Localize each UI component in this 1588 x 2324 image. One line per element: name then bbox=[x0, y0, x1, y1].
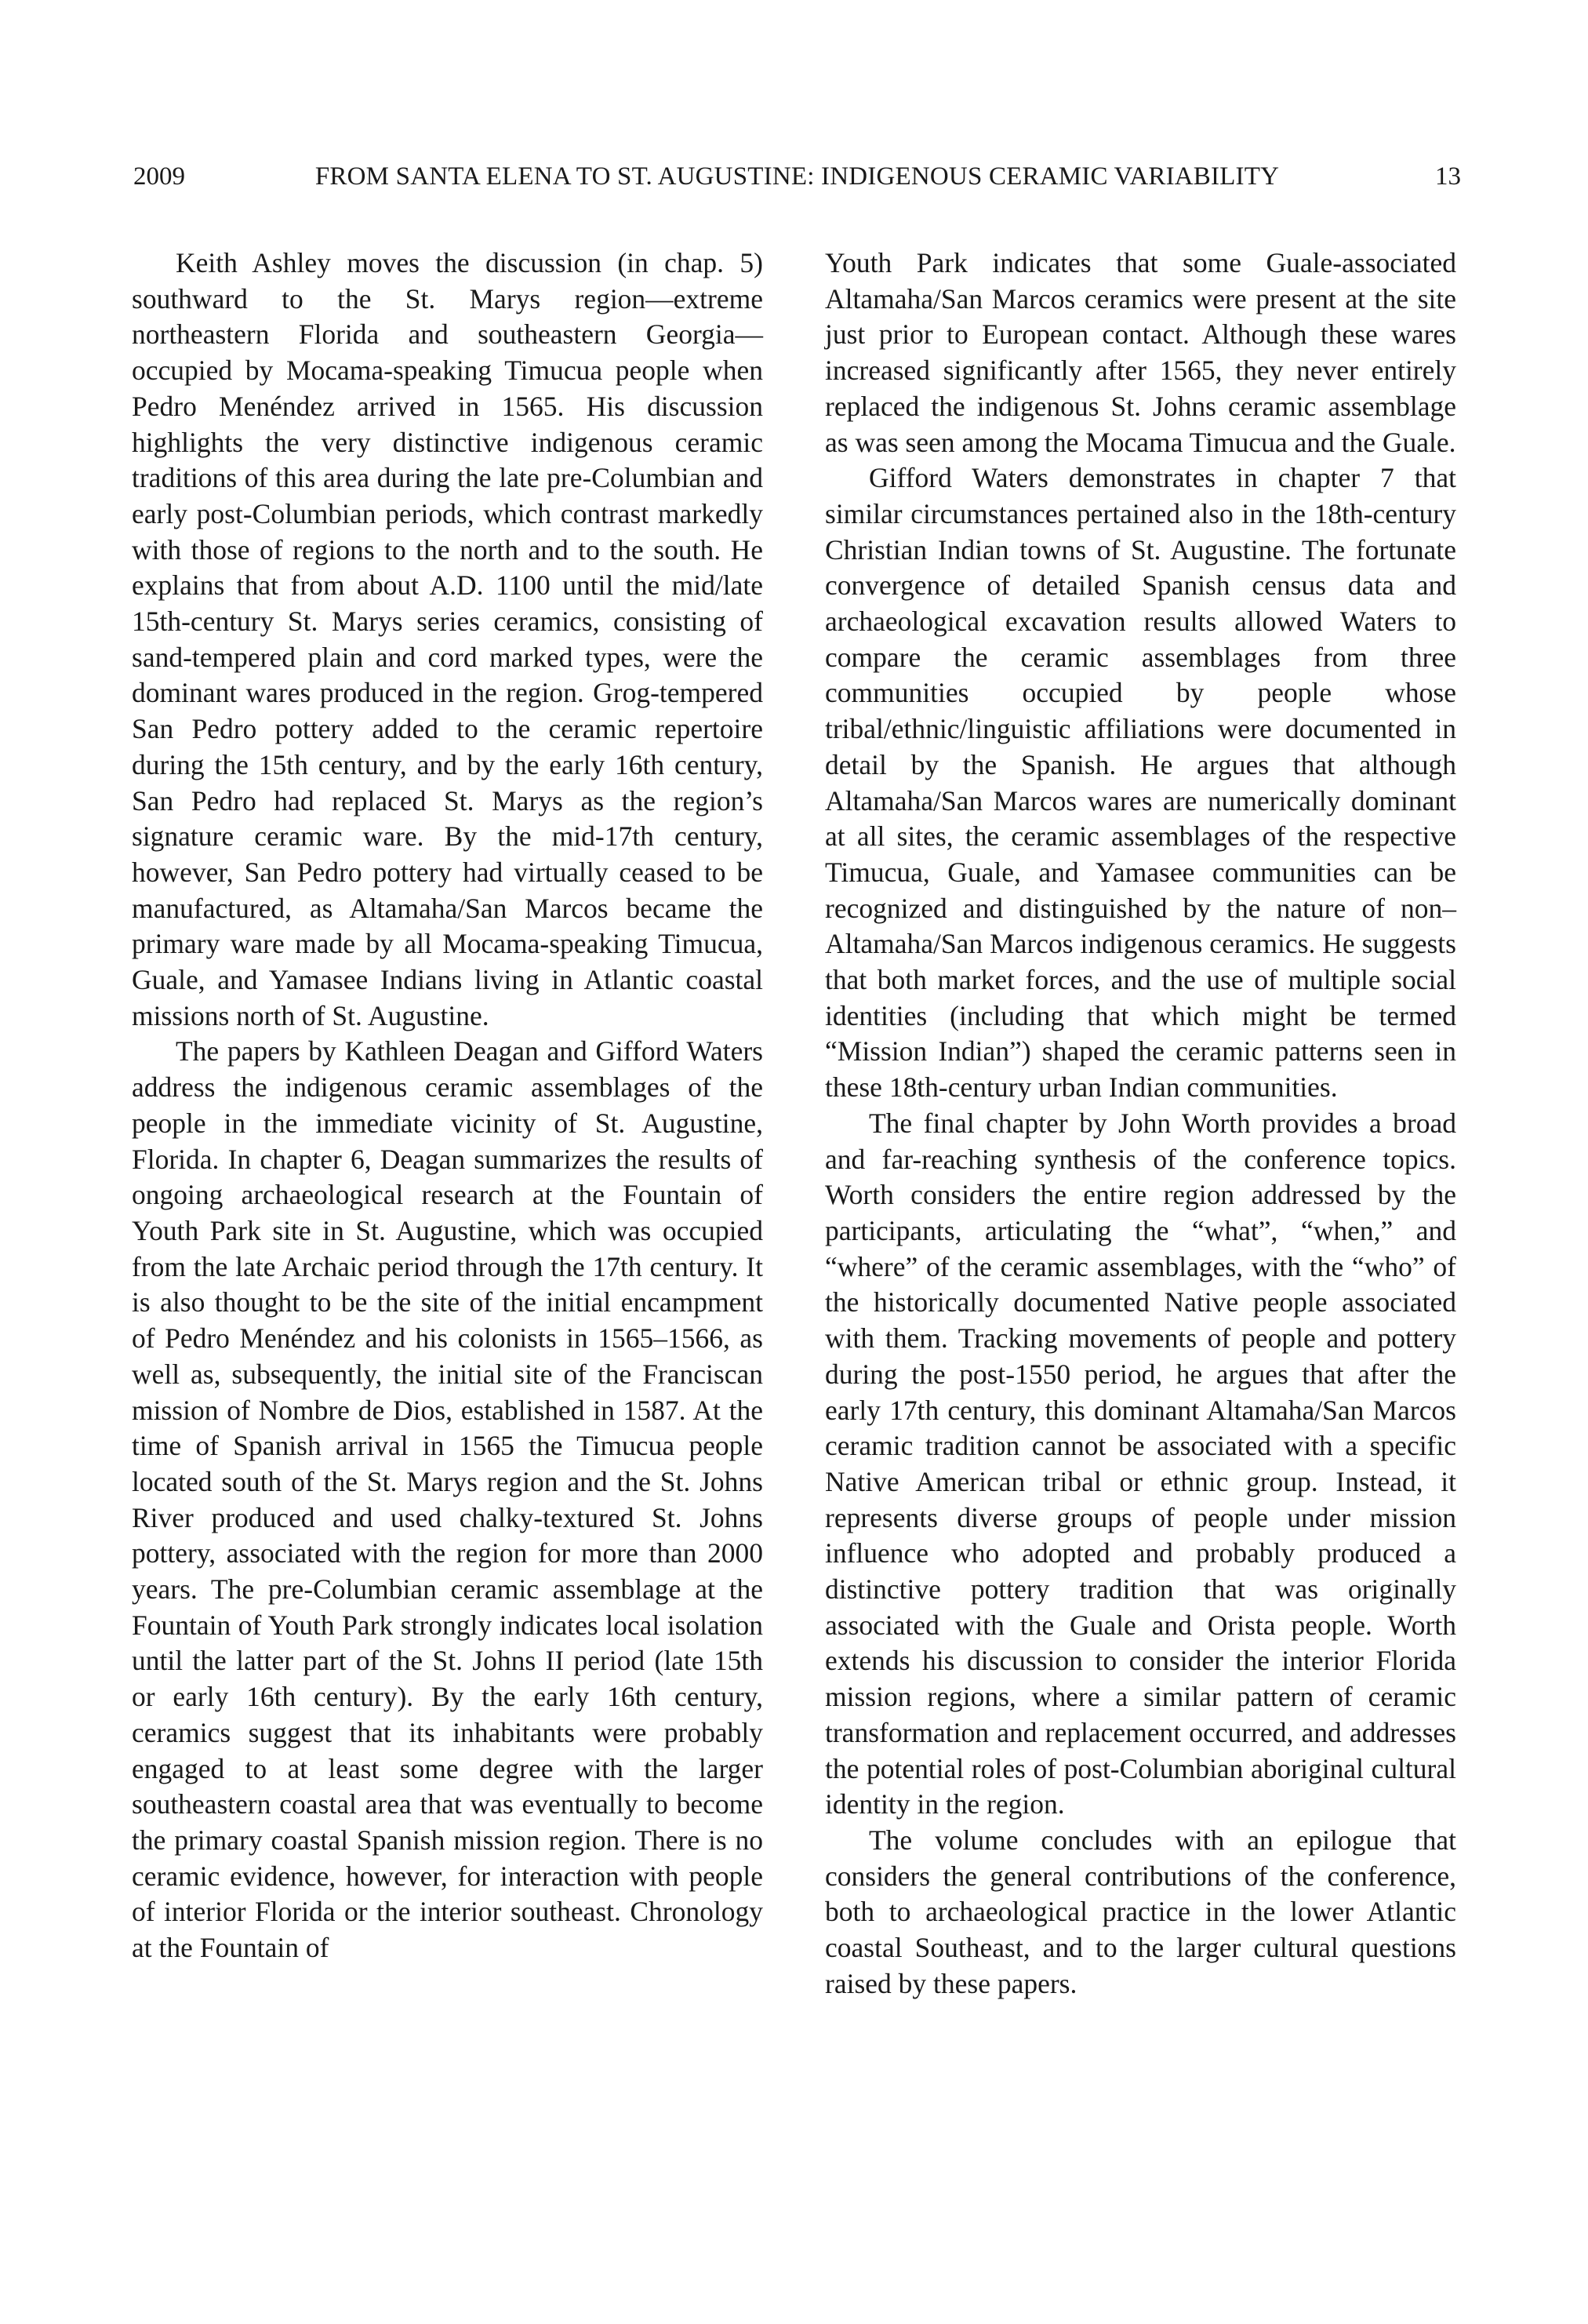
header-title: FROM SANTA ELENA TO ST. AUGUSTINE: INDIGENOUS CERAMIC VARIABILITY bbox=[314, 162, 1280, 191]
header-year: 2009 bbox=[133, 162, 185, 191]
paragraph: The final chapter by John Worth provides a broad and far-reaching synthesis of the conference topics. Worth considers the entire region addressed by the participants, articulating the “what”, “when,” and “where” of the ceramic assemblages, with the “who” of the historically documented Native people associated with them. Tracking movements of people and pottery during the post-1550 period, he argues that after the early 17th century, this dominant Altamaha/San Marcos ceramic tradition cannot be associated with a specific Native American tribal or ethnic group. Instead, it represents diverse groups of people under mission influence who adopted and probably produced a distinctive pottery tradition that was originally associated with the Guale and Orista people. Worth extends his discussion to consider the interior Florida mission regions, where a similar pattern of ceramic transformation and replacement occurred, and addresses the potential roles of post-Columbian aboriginal cultural identity in the region. bbox=[825, 1107, 1456, 1820]
left-column bbox=[132, 245, 763, 1966]
paragraph: The papers by Kathleen Deagan and Gifford Waters address the indigenous ceramic assemblages of the people in the immediate vicinity of St. Augustine, Florida. In chapter 6, Deagan summarizes the results of ongoing archaeological research at the Fountain of Youth Park site in St. Augustine, which was occupied from the late Archaic period through the 17th century. It is also thought to be the site of the initial encampment of Pedro Menéndez and his colonists in 1565–1566, as well as, subsequently, the initial site of the Franciscan mission of Nombre de Dios, established in 1587. At the time of Spanish arrival in 1565 the Timucua people located south of the St. Marys region and the St. Johns River produced and used chalky-textured St. Johns pottery, associated with the region for more than 2000 years. The pre-Columbian ceramic assemblage at the Fountain of Youth Park strongly indicates local isolation until the latter part of the St. Johns II period (late 15th or early 16th century). By the early 16th century, ceramics suggest that its inhabitants were probably engaged to at least some degree with the larger southeastern coastal area that was eventually to become the primary coastal Spanish mission region. There is no ceramic evidence, however, for interaction with people of interior Florida or the interior southeast. Chronology at the Fountain of bbox=[132, 1035, 763, 1964]
paragraph: The volume concludes with an epilogue that considers the general contributions of the conference, both to archaeological practice in the lower Atlantic coastal Southeast, and to the larger cultural questions raised by these papers. bbox=[825, 1824, 1456, 1999]
running-head bbox=[133, 157, 1461, 196]
paragraph-continued: Youth Park indicates that some Guale-associated Altamaha/San Marcos ceramics were present at the site just prior to European contact. Although these wares increased significantly after 1565, they never entirely replaced the indigenous St. Johns ceramic assemblage as was seen among the Mocama Timucua and the Guale. bbox=[825, 247, 1456, 458]
paragraph: Keith Ashley moves the discussion (in chap. 5) southward to the St. Marys region—extreme northeastern Florida and southeastern Georgia—occupied by Mocama-speaking Timucua people when Pedro Menéndez arrived in 1565. His discussion highlights the very distinctive indigenous ceramic traditions of this area during the late pre-Columbian and early post-Columbian periods, which contrast markedly with those of regions to the north and to the south. He explains that from about A.D. 1100 until the mid/late 15th-century St. Marys series ceramics, consisting of sand-tempered plain and cord marked types, were the dominant wares produced in the region. Grog-tempered San Pedro pottery added to the ceramic repertoire during the 15th century, and by the early 16th century, San Pedro had replaced St. Marys as the region’s signature ceramic ware. By the mid-17th century, however, San Pedro pottery had virtually ceased to be manufactured, as Altamaha/San Marcos became the primary ware made by all Mocama-speaking Timucua, Guale, and Yamasee Indians living in Atlantic coastal missions north of St. Augustine. bbox=[132, 247, 763, 1031]
page-number: 13 bbox=[1435, 162, 1461, 191]
paragraph: Gifford Waters demonstrates in chapter 7 that similar circumstances pertained also in the 18th-century Christian Indian towns of St. Augustine. The fortunate convergence of detailed Spanish census data and archaeological excavation results allowed Waters to compare the ceramic assemblages from three communities occupied by people whose tribal/ethnic/linguistic affiliations were documented in detail by the Spanish. He argues that although Altamaha/San Marcos wares are numerically dominant at all sites, the ceramic assemblages of the respective Timucua, Guale, and Yamasee communities can be recognized and distinguished by the nature of non–Altamaha/San Marcos indigenous ceramics. He suggests that both market forces, and the use of multiple social identities (including that which might be termed “Mission Indian”) shaped the ceramic patterns seen in these 18th-century urban Indian communities. bbox=[825, 462, 1456, 1104]
right-column bbox=[825, 245, 1456, 2002]
